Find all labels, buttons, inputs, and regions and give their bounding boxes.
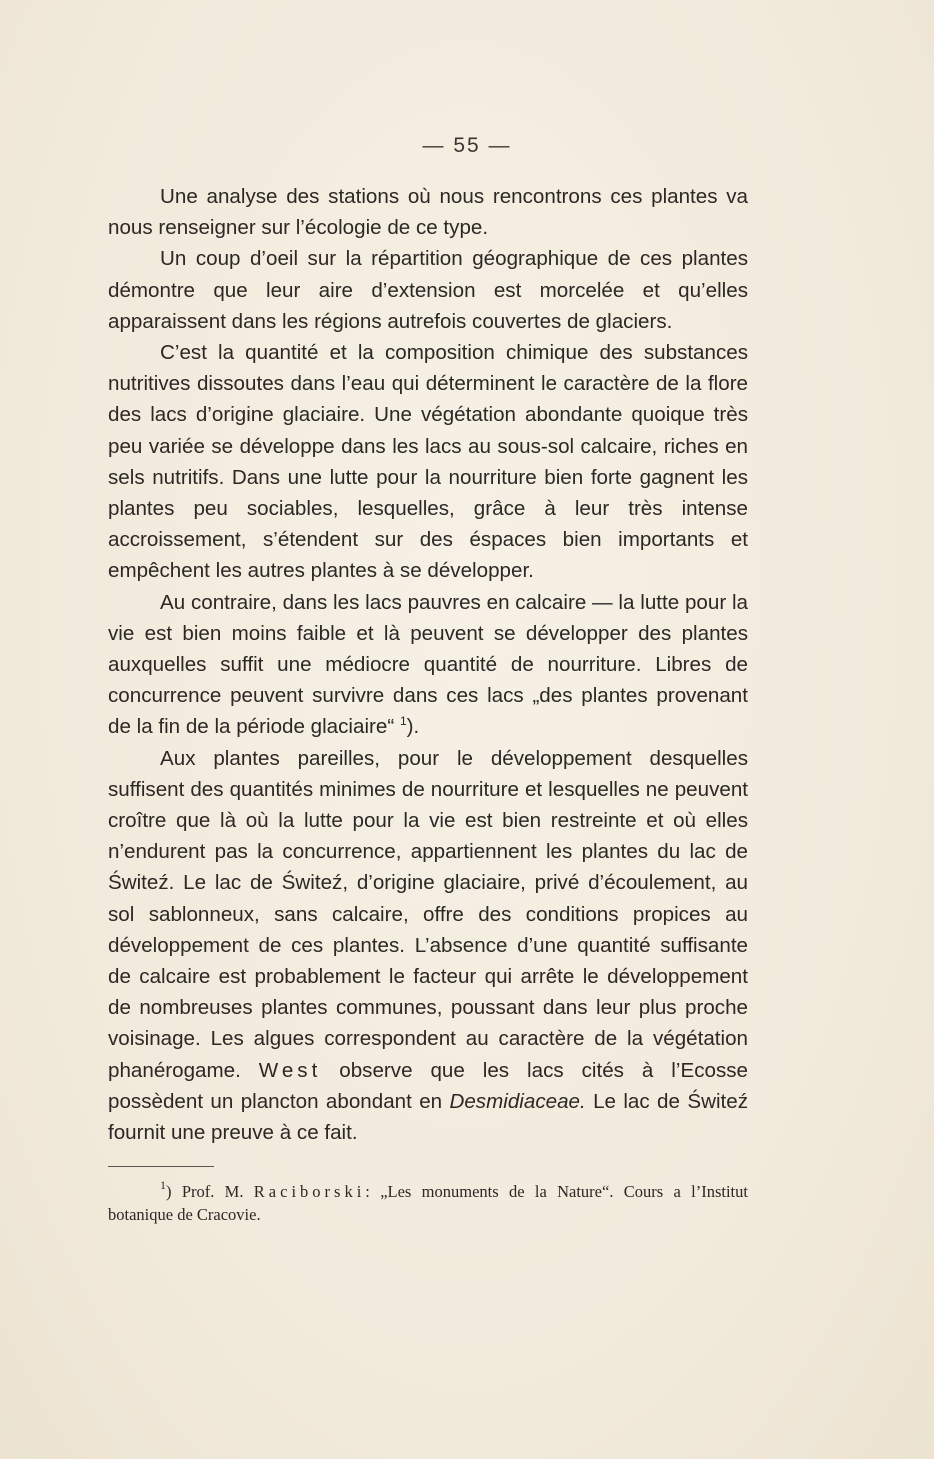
- paragraph-text: ).: [406, 715, 420, 739]
- footnote-marker-close: ): [166, 1182, 172, 1201]
- paragraph-text: Le lac de Świteź fournit une preuve à ce fait.: [108, 1089, 748, 1145]
- paragraph-text: C’est la quantité et la composition chimique des substances nutritives dissoutes dans l’eau qui déterminent le caractère de la flore des lacs d’origine glaciaire. Une végétation abondante quoique très peu variée se développe dans les lacs au sous-sol calcaire, riches en sels nutritifs. Dans une lutte pour la nourriture bien forte gagnent les plantes peu sociables, lesquelles, grâce à leur très intense accroissement, s’étendent sur des éspaces bien importants et empêchent les autres plantes à se développer.: [108, 341, 748, 583]
- paragraph: [108, 181, 748, 243]
- paragraph: [108, 337, 748, 587]
- paragraph-text: Au contraire, dans les lacs pauvres en calcaire — la lutte pour la vie est bien moins faible et là peuvent se développer des plantes auxquelles suffit une médiocre quantité de nourriture. Libres de concurrence peuvent survivre dans ces lacs „des plantes provenant de la fin de la période glaciaire“: [108, 590, 748, 739]
- footnote-prefix: Prof. M.: [171, 1182, 254, 1201]
- paragraph-text: observe que les lacs cités à l’Ecosse possèdent un plancton abondant en: [108, 1058, 748, 1113]
- paragraph: [108, 243, 748, 337]
- paragraph: [108, 743, 748, 1149]
- footnote-marker: 1: [160, 1178, 166, 1192]
- footnote-text: : „Les monuments de la Nature“. Cours a l’Institut botanique de Cracovie.: [108, 1182, 748, 1224]
- author-name: West: [258, 1058, 322, 1082]
- footnote-reference: 1: [399, 714, 407, 729]
- paragraph-text: Un coup d’oeil sur la répartition géographique de ces plantes démontre que leur aire d’extension est morcelée et qu’elles apparaissent dans les régions autrefois couvertes de glaciers.: [108, 247, 748, 333]
- footnote: [108, 1180, 748, 1226]
- page-number: — 55 —: [422, 134, 512, 157]
- taxon-name: Desmidiaceae.: [449, 1089, 586, 1113]
- footnote-author: Raciborski: [253, 1182, 366, 1201]
- paragraph-text: Une analyse des stations où nous rencontrons ces plantes va nous renseigner sur l’écologie de ce type.: [108, 185, 748, 240]
- body-text: [108, 181, 748, 1148]
- footnote-paragraph: [108, 1180, 748, 1226]
- paragraph-text: Aux plantes pareilles, pour le développement desquelles suffisent des quantités minimes de nourriture et lesquelles ne peuvent croître que là où la lutte pour la vie est bien restreinte et où elles n’endurent pas la concurrence, appartiennent les plantes du lac de Świteź. Le lac de Świteź, d’origine glaciaire, privé d’écoulement, au sol sablonneux, sans calcaire, offre des conditions propices au développement de ces plantes. L’absence d’une quantité suffisante de calcaire est probablement le facteur qui arrête le développement de nombreuses plantes communes, poussant dans leur plus proche voisinage. Les algues correspondent au caractère de la végétation phanérogame.: [108, 746, 748, 1082]
- footnote-divider: [108, 1166, 214, 1167]
- paragraph: [108, 587, 748, 743]
